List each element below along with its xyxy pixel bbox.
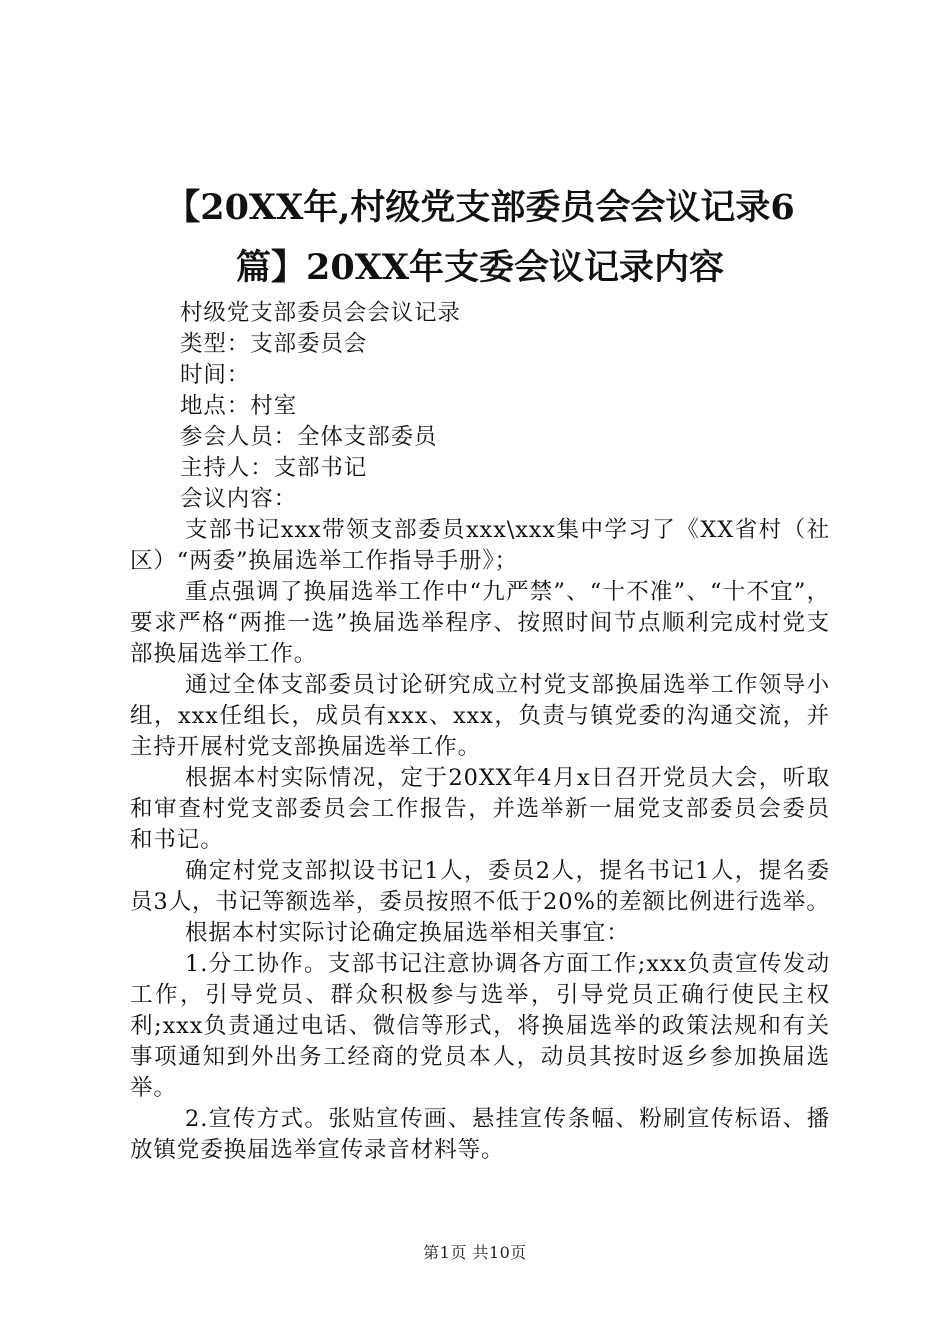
meta-line-attendees: 参会人员：全体支部委员 [180, 424, 438, 450]
document-body [130, 298, 830, 1166]
meta-line-location: 地点：村室 [180, 393, 298, 419]
page-number: 第1页 共10页 [423, 1243, 527, 1262]
paragraph-division-of-work: 1.分工协作。支部书记注意协调各方面工作;xxx负责宣传发动工作，引导党员、群众积极参与选举，引导党员正确行使民主权利;xxx负责通过电话、微信等形式，将换届选举的政策法规和有关事项通知到外出务工经商的党员本人，动员其按时返乡参加换届选举。 [130, 951, 830, 1101]
meta-line-content-label: 会议内容： [180, 486, 298, 512]
meta-line-time: 时间： [180, 362, 251, 388]
paragraph-meeting-date: 根据本村实际情况，定于20XX年4月x日召开党员大会，听取和审查村党支部委员会工作报告，并选举新一届党支部委员会委员和书记。 [130, 765, 830, 853]
meta-line-heading: 村级党支部委员会会议记录 [180, 300, 461, 326]
meta-line-type: 类型：支部委员会 [180, 331, 368, 357]
document-title: 【20XX年,村级党支部委员会会议记录6篇】20XX年支委会议记录内容 [165, 187, 795, 288]
paragraph-candidates: 确定村党支部拟设书记1人，委员2人，提名书记1人，提名委员3人，书记等额选举，委员按照不低于20%的差额比例进行选举。 [130, 858, 830, 915]
paragraph-matters-intro: 根据本村实际讨论确定换届选举相关事宜： [185, 920, 630, 946]
paragraph-emphasis: 重点强调了换届选举工作中“九严禁”、“十不准”、“十不宜”，要求严格“两推一选”换届选举程序、按照时间节点顺利完成村党支部换届选举工作。 [130, 579, 830, 667]
meta-line-host: 主持人：支部书记 [180, 455, 368, 481]
paragraph-study: 支部书记xxx带领支部委员xxx\xxx集中学习了《XX省村（社区）“两委”换届选举工作指导手册》； [130, 517, 830, 574]
paragraph-leading-group: 通过全体支部委员讨论研究成立村党支部换届选举工作领导小组，xxx任组长，成员有xxx、xxx，负责与镇党委的沟通交流，并主持开展村党支部换届选举工作。 [130, 672, 830, 760]
paragraph-publicity: 2.宣传方式。张贴宣传画、悬挂宣传条幅、粉刷宣传标语、播放镇党委换届选举宣传录音材料等。 [130, 1106, 830, 1163]
